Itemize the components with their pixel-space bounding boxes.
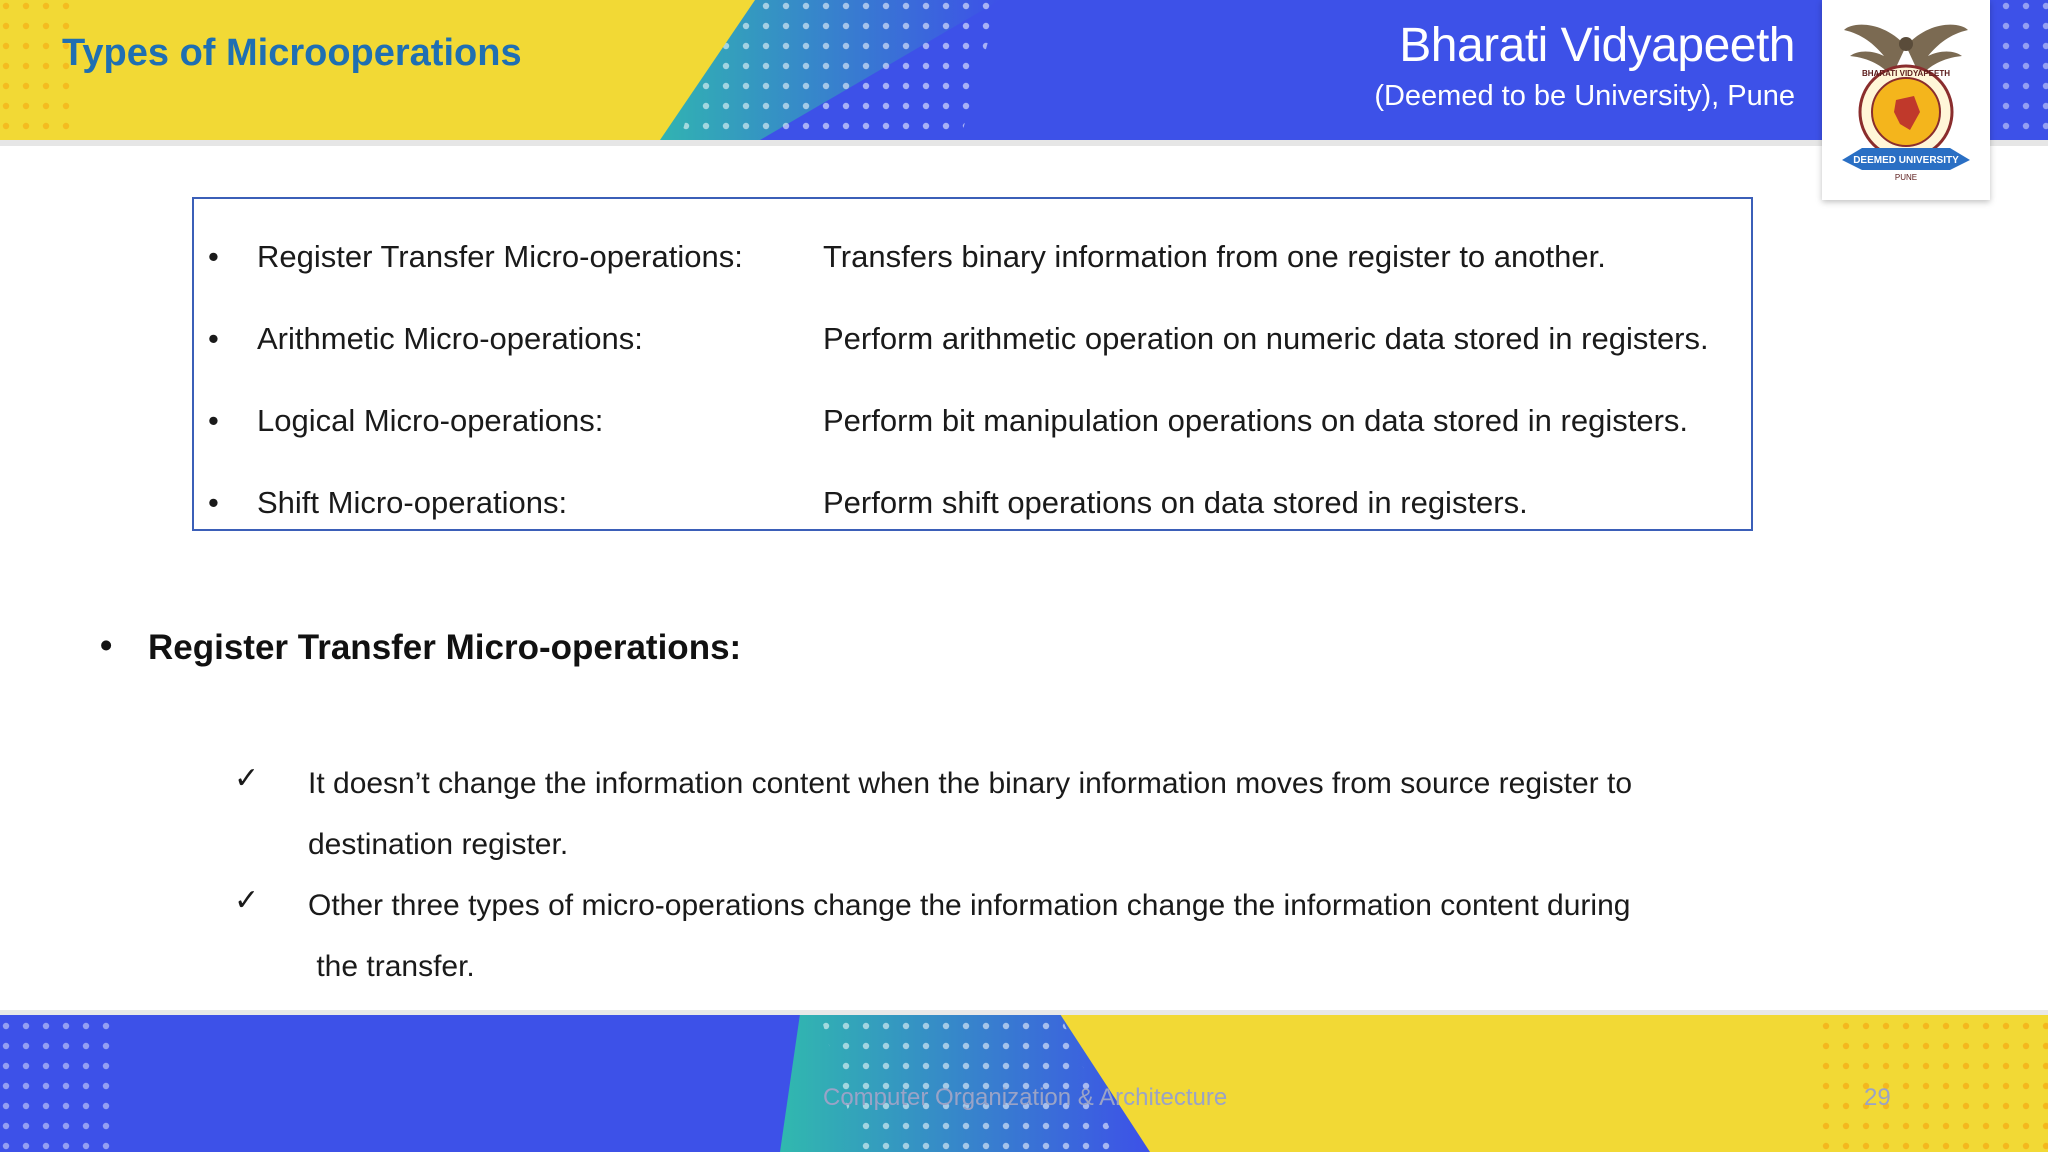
svg-text:DEEMED UNIVERSITY: DEEMED UNIVERSITY bbox=[1853, 155, 1959, 166]
summary-term: Arithmetic Micro-operations: bbox=[257, 321, 643, 356]
svg-text:BHARATI VIDYAPEETH: BHARATI VIDYAPEETH bbox=[1861, 69, 1951, 78]
section-heading-text: Register Transfer Micro-operations: bbox=[148, 628, 742, 667]
bullet-icon: • bbox=[208, 403, 219, 438]
bullet-icon: • bbox=[208, 485, 219, 520]
point-line: destination register. bbox=[308, 828, 569, 861]
point-line: the transfer. bbox=[308, 950, 475, 983]
university-logo bbox=[1822, 0, 1990, 200]
bullet-icon: • bbox=[100, 626, 113, 665]
institution-subtitle: (Deemed to be University), Pune bbox=[1374, 80, 1795, 112]
bullet-icon: • bbox=[208, 239, 219, 274]
university-seal-icon bbox=[1822, 0, 1990, 200]
summary-description: Transfers binary information from one register to another. bbox=[823, 239, 1606, 274]
page-number: 29 bbox=[1864, 1084, 1891, 1111]
checkmark-icon: ✓ bbox=[234, 884, 260, 917]
institution-name: Bharati Vidyapeeth bbox=[1399, 19, 1795, 72]
svg-text:PUNE: PUNE bbox=[1894, 173, 1918, 182]
summary-term: Logical Micro-operations: bbox=[257, 403, 604, 438]
summary-term: Register Transfer Micro-operations: bbox=[257, 239, 743, 274]
microoperation-types-box bbox=[192, 197, 1753, 531]
bullet-icon: • bbox=[208, 321, 219, 356]
checkmark-icon: ✓ bbox=[234, 762, 260, 795]
point-line: It doesn’t change the information content when the binary information moves from source register to bbox=[308, 767, 1633, 800]
footer-course-title: Computer Organization & Architecture bbox=[823, 1084, 1228, 1111]
summary-description: Perform shift operations on data stored in registers. bbox=[823, 485, 1528, 520]
point-line: Other three types of micro-operations change the information change the information content during bbox=[308, 889, 1631, 922]
summary-description: Perform arithmetic operation on numeric data stored in registers. bbox=[823, 321, 1709, 356]
summary-term: Shift Micro-operations: bbox=[257, 485, 568, 520]
slide-title: Types of Microoperations bbox=[62, 32, 522, 74]
summary-description: Perform bit manipulation operations on data stored in registers. bbox=[823, 403, 1689, 438]
